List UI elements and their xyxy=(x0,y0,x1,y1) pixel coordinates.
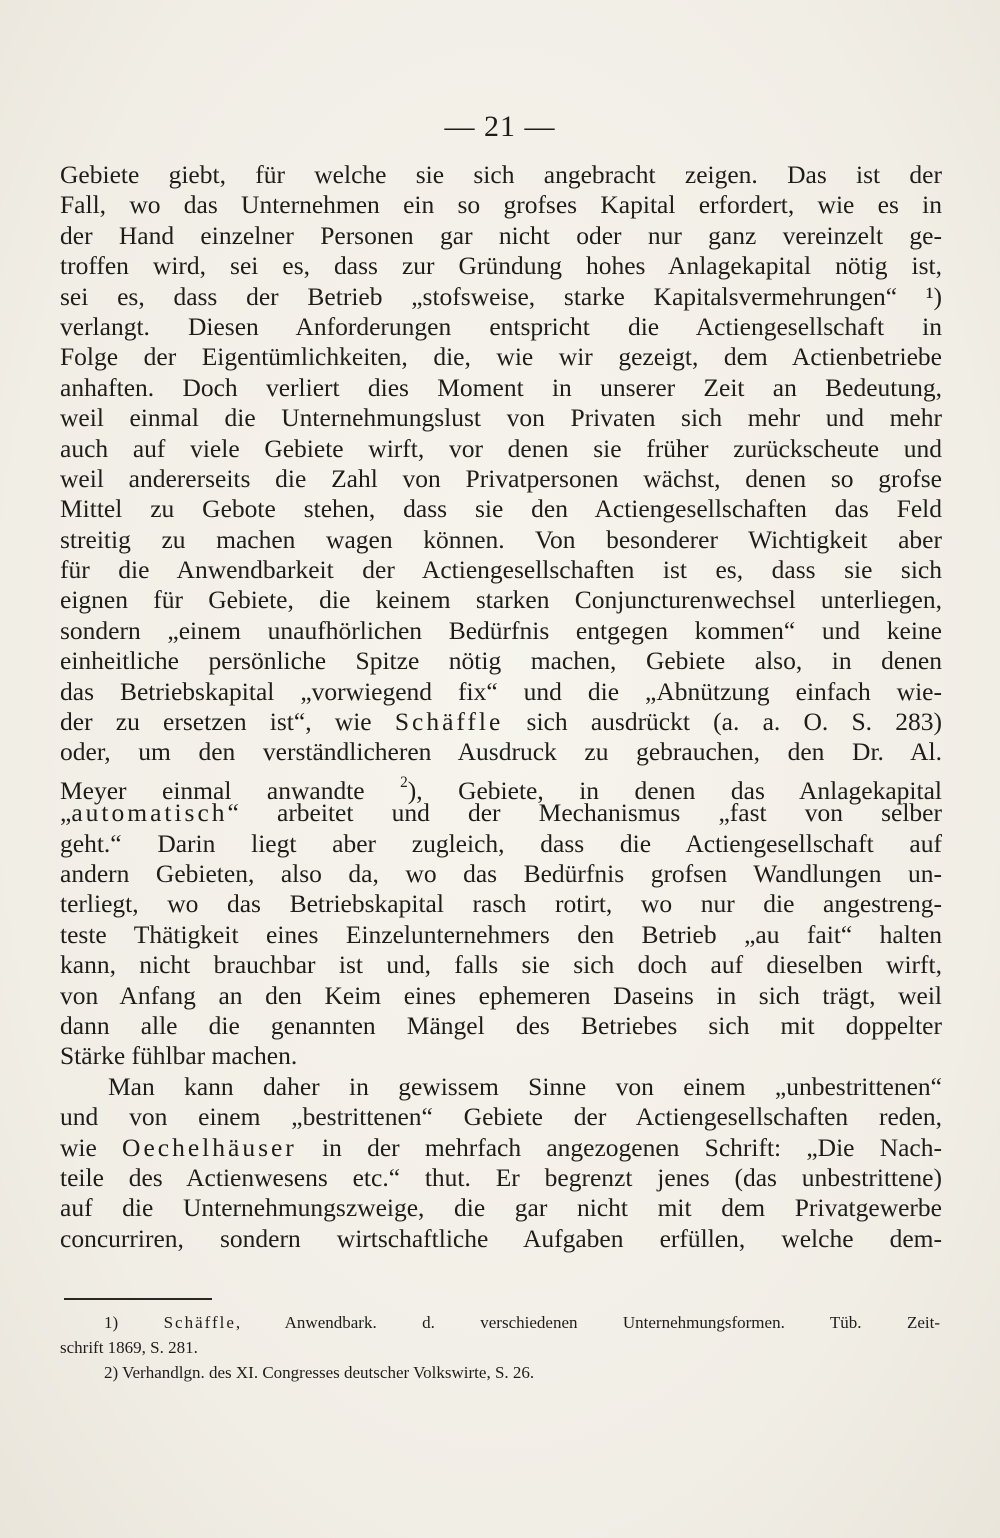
text-line: verlangt. Diesen Anforderungen entspricht die Actiengesellschaft in xyxy=(60,311,942,341)
text-line: teile des Actienwesens etc.“ thut. Er begrenzt jenes (das unbestrittene) xyxy=(60,1162,942,1192)
text-line: dann alle die genannten Mängel des Betriebes sich mit doppelter xyxy=(60,1010,942,1040)
footnote-2: 2) Verhandlgn. des XI. Congresses deutscher Volkswirte, S. 26. xyxy=(104,1363,535,1382)
text-line: Stärke fühlbar machen. xyxy=(60,1041,298,1071)
text-line: einheitliche persönliche Spitze nötig machen, Gebiete also, in denen xyxy=(60,646,942,676)
footnote-divider xyxy=(64,1298,212,1300)
text-line: terliegt, wo das Betriebskapital rasch rotirt, wo nur die angestreng- xyxy=(60,889,942,919)
text-line xyxy=(60,1133,942,1163)
body-text xyxy=(60,160,942,1254)
text-segment: sich ausdrückt (a. a. O. S. 283) xyxy=(503,707,942,737)
page-number: — 21 — xyxy=(444,110,556,143)
text-line xyxy=(60,798,942,828)
text-line: weil andererseits die Zahl von Privatpersonen wächst, denen so grofse xyxy=(60,463,942,493)
text-line: streitig zu machen wagen können. Von besonderer Wichtigkeit aber xyxy=(60,524,942,554)
footnotes xyxy=(60,1310,940,1385)
text-line: eignen für Gebiete, die keinem starken Conjuncturenwechsel unterliegen, xyxy=(60,585,942,615)
footnote-1-continuation: schrift 1869, S. 281. xyxy=(60,1338,198,1357)
text-segment: wie xyxy=(60,1132,123,1162)
text-line: das Betriebskapital „vorwiegend fix“ und die „Abnützung einfach wie- xyxy=(60,676,942,706)
text-line: Man kann daher in gewissem Sinne von einem „unbestrittenen“ xyxy=(108,1071,942,1101)
text-line: andern Gebieten, also da, wo das Bedürfnis grofsen Wandlungen un- xyxy=(60,858,942,888)
text-segment: „ xyxy=(60,798,72,828)
spaced-name-schaeffle: Schäffle xyxy=(394,707,504,737)
text-line: von Anfang an den Keim eines ephemeren Daseins in sich trägt, weil xyxy=(60,980,942,1010)
text-segment: der zu ersetzen ist“, wie xyxy=(60,707,395,737)
text-segment: ), Gebiete, in denen das Anlagekapital xyxy=(407,775,942,805)
text-line: teste Thätigkeit eines Einzelunternehmers den Betrieb „au fait“ halten xyxy=(60,919,942,949)
text-line xyxy=(60,768,942,805)
text-line: für die Anwendbarkeit der Actiengesellschaften ist es, dass sie sich xyxy=(60,555,942,585)
footnote-1 xyxy=(60,1310,940,1335)
text-line: kann, nicht brauchbar ist und, falls sie sich doch auf dieselben wirft, xyxy=(60,950,942,980)
text-line: concurriren, sondern wirtschaftliche Aufgaben erfüllen, welche dem- xyxy=(60,1223,942,1253)
text-line: auf die Unternehmungszweige, die gar nicht mit dem Privatgewerbe xyxy=(60,1193,942,1223)
footnote-marker: 2 xyxy=(400,773,408,791)
text-line: auch auf viele Gebiete wirft, vor denen sie früher zurückscheute und xyxy=(60,433,942,463)
text-line: sondern „einem unaufhörlichen Bedürfnis entgegen kommen“ und keine xyxy=(60,615,942,645)
spaced-word-automatisch: automatisch xyxy=(71,798,228,828)
text-line: troffen wird, sei es, dass zur Gründung hohes Anlagekapital nötig ist, xyxy=(60,251,942,281)
text-line: und von einem „bestrittenen“ Gebiete der Actiengesellschaften reden, xyxy=(60,1102,942,1132)
text-segment: “ arbeitet und der Mechanismus „fast von selber xyxy=(227,798,942,828)
text-line: weil einmal die Unternehmungslust von Privaten sich mehr und mehr xyxy=(60,403,942,433)
text-line: Gebiete giebt, für welche sie sich angebracht zeigen. Das ist der xyxy=(60,160,942,189)
text-line xyxy=(60,707,942,737)
footnote-author: Schäffle xyxy=(163,1313,236,1332)
footnote-text: , Anwendbark. d. verschiedenen Unternehmungsformen. Tüb. Zeit- xyxy=(235,1313,940,1332)
text-line: Fall, wo das Unternehmen ein so grofses Kapital erfordert, wie es in xyxy=(60,190,942,220)
text-line: anhaften. Doch verliert dies Moment in unserer Zeit an Bedeutung, xyxy=(60,372,942,402)
text-line: geht.“ Darin liegt aber zugleich, dass die Actiengesellschaft auf xyxy=(60,828,942,858)
text-line: der Hand einzelner Personen gar nicht oder nur ganz vereinzelt ge- xyxy=(60,220,942,250)
text-line: sei es, dass der Betrieb „stofsweise, starke Kapitalsvermehrungen“ ¹) xyxy=(60,281,942,311)
text-line: Folge der Eigentümlichkeiten, die, wie wir gezeigt, dem Actienbetriebe xyxy=(60,342,942,372)
text-line: Mittel zu Gebote stehen, dass sie den Actiengesellschaften das Feld xyxy=(60,494,942,524)
spaced-name-oechelhaeuser: Oechelhäuser xyxy=(122,1132,297,1162)
text-segment: Meyer einmal anwandte xyxy=(60,775,401,805)
footnote-number: 1) xyxy=(104,1313,164,1332)
text-segment: in der mehrfach angezogenen Schrift: „Die Nach- xyxy=(296,1132,942,1162)
text-line: oder, um den verständlicheren Ausdruck zu gebrauchen, den Dr. Al. xyxy=(60,737,942,767)
